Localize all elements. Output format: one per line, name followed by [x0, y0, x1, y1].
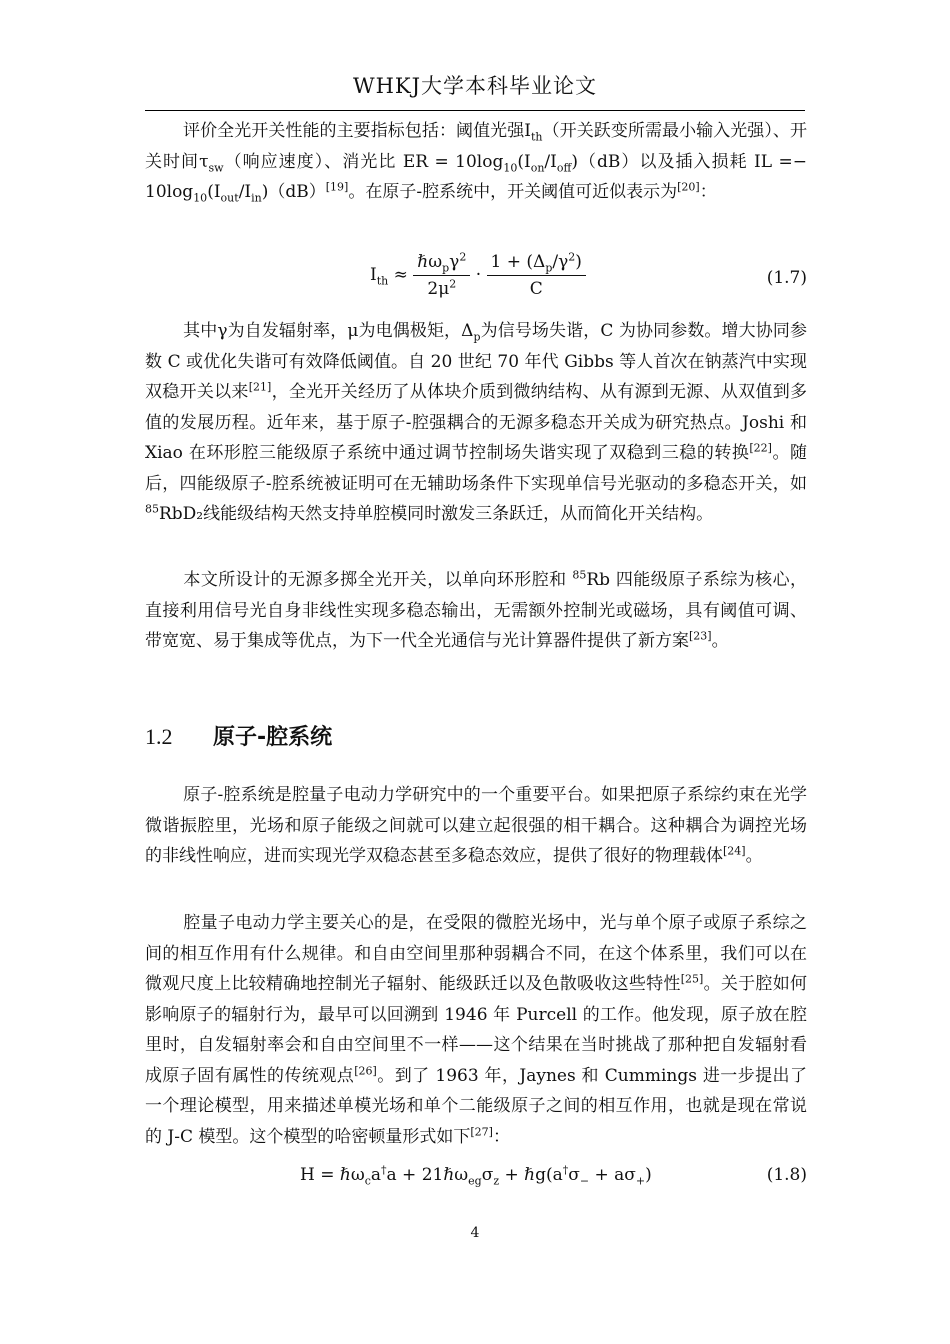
section-number: 1.2: [145, 724, 173, 749]
header-rule: [145, 110, 805, 111]
citation: [21]: [248, 380, 272, 394]
fraction-threshold-right: $\frac{1 + (\Delta_p/\gamma^2)}{C}$: [487, 252, 586, 299]
citation: [25]: [680, 972, 704, 986]
citation: [23]: [689, 629, 712, 643]
citation: [26]: [354, 1063, 377, 1077]
running-header: WHKJ大学本科毕业论文: [352, 74, 597, 98]
equation-number: (1.8): [766, 1165, 807, 1185]
section-heading: [145, 720, 332, 751]
citation: [20]: [677, 180, 700, 194]
paragraph-atom-cavity: 原子-腔系统是腔量子电动力学研究中的一个重要平台。如果把原子系综约束在光学微谐振腔里，光场和原子能级之间就可以建立起很强的相干耦合。这种耦合为调控光场的非线性响应，进而实现光学双稳态甚至多稳态效应，提供了很好的物理载体[24]。: [145, 785, 807, 866]
citation: [24]: [723, 844, 746, 858]
fraction-threshold-left: $\frac{\hbar\omega_p\gamma^2}{2\mu^2}$: [413, 252, 470, 299]
citation: [19]: [325, 180, 349, 194]
citation: [22]: [749, 441, 772, 455]
paragraph-design: 本文所设计的无源多掷全光开关，以单向环形腔和 $^{85}$Rb 四能级原子系综为核心，直接利用信号光自身非线性实现多稳态输出，无需额外控制光或磁场，具有阈值可调、带宽宽、易于集成等优点，为下一代全光通信与光计算器件提供了新方案[23]。: [145, 568, 808, 651]
paragraph-history: 其中γ为自发辐射率，μ为电偶极矩，$\Delta_p$为信号场失谐，C 为协同参数。增大协同参数 C 或优化失谐可有效降低阈值。自 20 世纪 70 年代 Gibbs 等人首次在钠蒸汽中实现双稳开关以来[21]，全光开关经历了从体块介质到微纳结构、从有源到无源、从双值到多值的发展历程。近年来，基于原子-腔强耦合的无源多稳态开关成为研究热点。Joshi 和 Xiao 在环形腔三能级原子系统中通过调节控制场失谐实现了双稳到三稳的转换[22]。随后，四能级原子-腔系统被证明可在无辅助场条件下实现单信号光驱动的多稳态开关，如 $^{85}$RbD₂线能级结构天然支持单腔模同时激发三条跃迁，从而简化开关结构。: [145, 321, 808, 524]
paragraph-cqed: 腔量子电动力学主要关心的是，在受限的微腔光场中，光与单个原子或原子系综之间的相互作用有什么规律。和自由空间里那种弱耦合不同，在这个体系里，我们可以在微观尺度上比较精确地控制光子辐射、能级跃迁以及色散吸收这些特性[25]。关于腔如何影响原子的辐射行为，最早可以回溯到 1946 年 Purcell 的工作。他发现，原子放在腔里时，自发辐射率会和自由空间里不一样——这个结果在当时挑战了那种把自发辐射看成原子固有属性的传统观点[26]。到了 1963 年，Jaynes 和 Cummings 进一步提出了一个理论模型，用来描述单模光场和单个二能级原子之间的相互作用，也就是现在常说的 J-C 模型。这个模型的哈密顿量形式如下[27]：: [145, 913, 807, 1147]
paragraph-metrics: 评价全光开关性能的主要指标包括：阈值光强$I_{th}$（开关跃变所需最小输入光强）、开关时间$\tau_{sw}$（响应速度）、消光比 ER = $10\log_{10}(I_{on}/I_{off})(dB)$以及插入损耗 IL =− $10\log_{10}(I_{out}/I_{in})(dB)[19]$。在原子-腔系统中，开关阈值可近似表示为[20]：: [145, 121, 807, 205]
equation-number: (1.7): [766, 268, 807, 288]
page-number: 4: [470, 1225, 480, 1241]
section-title: 原子-腔系统: [213, 725, 333, 750]
citation: [27]: [470, 1124, 493, 1138]
